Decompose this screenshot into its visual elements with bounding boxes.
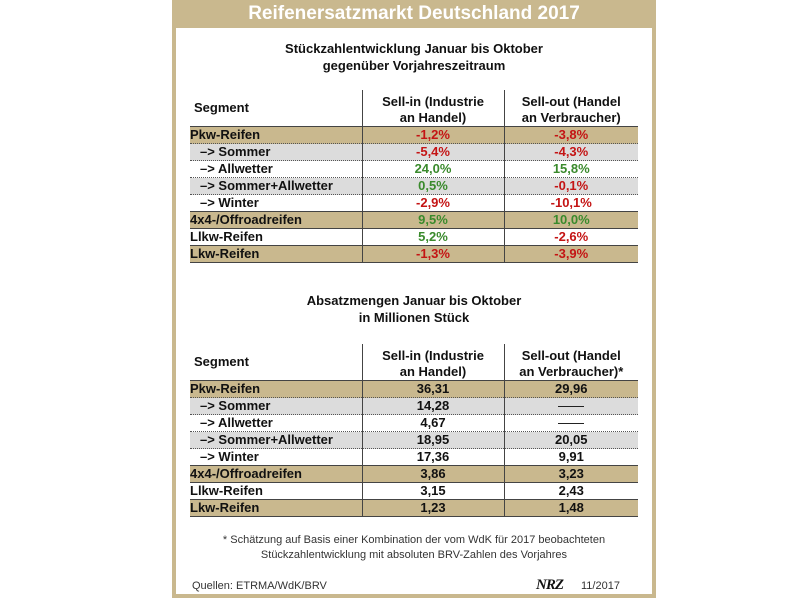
content-panel: [176, 28, 652, 594]
table-row: [190, 483, 638, 500]
table-row: [190, 381, 638, 398]
row-sellin: -1,2%: [362, 127, 504, 144]
section2-col-sellout: [504, 344, 638, 381]
row-sellin: 9,5%: [362, 212, 504, 229]
publication-date: 11/2017: [581, 580, 620, 592]
row-sellin: -5,4%: [362, 144, 504, 161]
row-segment: Pkw-Reifen: [190, 381, 362, 398]
footnote-line2: Stückzahlentwicklung mit absoluten BRV-Zahlen des Vorjahres: [260, 549, 568, 561]
row-segment: –> Allwetter: [190, 161, 362, 178]
table-row: [190, 466, 638, 483]
row-sellout: -2,6%: [504, 229, 638, 246]
row-segment: –> Sommer+Allwetter: [190, 432, 362, 449]
section1-col-sellout-line2: an Verbraucher): [521, 110, 621, 125]
section2-col-sellin: [362, 344, 504, 381]
table-row: [190, 212, 638, 229]
table-row: [190, 415, 638, 432]
row-segment: Lkw-Reifen: [190, 246, 362, 263]
row-sellin: 36,31: [362, 381, 504, 398]
section2-title-line1: Absatzmengen Januar bis Oktober: [306, 293, 522, 308]
table-row: [190, 178, 638, 195]
table-row: [190, 246, 638, 263]
row-segment: –> Sommer+Allwetter: [190, 178, 362, 195]
footnote-line1: * Schätzung auf Basis einer Kombination der vom WdK für 2017 beobachteten: [222, 534, 606, 546]
row-sellin: -1,3%: [362, 246, 504, 263]
section2-col-segment: Segment: [194, 354, 249, 369]
row-sellin: 0,5%: [362, 178, 504, 195]
section2-col-sellout-line2: an Verbraucher)*: [519, 364, 624, 379]
table-row: [190, 229, 638, 246]
row-sellin: 1,23: [362, 500, 504, 517]
row-sellout: 20,05: [504, 432, 638, 449]
row-sellout: 2,43: [504, 483, 638, 500]
row-sellout: -0,1%: [504, 178, 638, 195]
row-sellin: 5,2%: [362, 229, 504, 246]
section2-col-sellin-line2: an Handel): [399, 364, 467, 379]
table-row: [190, 449, 638, 466]
table-row: [190, 144, 638, 161]
footnote: [176, 533, 652, 563]
table-row: [190, 500, 638, 517]
section1-header-row: [190, 90, 638, 127]
row-sellout: 9,91: [504, 449, 638, 466]
row-sellout: 15,8%: [504, 161, 638, 178]
no-value-dash: [558, 406, 584, 407]
row-segment: 4x4-/Offroadreifen: [190, 212, 362, 229]
row-segment: –> Sommer: [190, 398, 362, 415]
row-segment: –> Allwetter: [190, 415, 362, 432]
section1-col-sellin: [362, 90, 504, 127]
section1-col-sellin-line2: an Handel): [399, 110, 467, 125]
section1-col-sellout-line1: Sell-out (Handel: [521, 94, 621, 109]
section1-title: [176, 40, 652, 74]
row-segment: 4x4-/Offroadreifen: [190, 466, 362, 483]
row-sellin: 3,15: [362, 483, 504, 500]
row-sellin: 18,95: [362, 432, 504, 449]
section2-table: [190, 344, 638, 517]
section2-col-sellin-line1: Sell-in (Industrie: [382, 348, 484, 363]
row-sellin: 14,28: [362, 398, 504, 415]
row-segment: –> Winter: [190, 195, 362, 212]
table-row: [190, 161, 638, 178]
row-sellout: -3,9%: [504, 246, 638, 263]
infographic-frame: [172, 0, 656, 598]
section1-col-segment: Segment: [194, 100, 249, 115]
section1-title-line2: gegenüber Vorjahreszeitraum: [322, 58, 506, 73]
table-row: [190, 398, 638, 415]
section1-title-line1: Stückzahlentwicklung Januar bis Oktober: [285, 41, 543, 56]
row-sellout: 1,48: [504, 500, 638, 517]
no-value-dash: [558, 423, 584, 424]
row-sellin: 4,67: [362, 415, 504, 432]
row-sellin: 24,0%: [362, 161, 504, 178]
nrz-logo: NRZ: [536, 577, 563, 593]
row-segment: Pkw-Reifen: [190, 127, 362, 144]
section2-col-sellout-line1: Sell-out (Handel: [521, 348, 621, 363]
table-row: [190, 432, 638, 449]
row-sellout: 29,96: [504, 381, 638, 398]
row-sellout-empty: [504, 398, 638, 415]
table-row: [190, 195, 638, 212]
row-segment: –> Winter: [190, 449, 362, 466]
row-sellin: 3,86: [362, 466, 504, 483]
section2-title-line2: in Millionen Stück: [358, 310, 470, 325]
row-segment: –> Sommer: [190, 144, 362, 161]
row-sellin: -2,9%: [362, 195, 504, 212]
section1-col-sellin-line1: Sell-in (Industrie: [382, 94, 484, 109]
row-sellout: 3,23: [504, 466, 638, 483]
row-sellout: 10,0%: [504, 212, 638, 229]
row-sellin: 17,36: [362, 449, 504, 466]
row-segment: Llkw-Reifen: [190, 483, 362, 500]
row-segment: Llkw-Reifen: [190, 229, 362, 246]
source-credit: Quellen: ETRMA/WdK/BRV: [192, 580, 327, 592]
section2-title: [176, 292, 652, 326]
row-sellout-empty: [504, 415, 638, 432]
main-title: Reifenersatzmarkt Deutschland 2017: [248, 3, 580, 24]
section2-header-row: [190, 344, 638, 381]
table-row: [190, 127, 638, 144]
row-sellout: -3,8%: [504, 127, 638, 144]
section1-col-sellout: [504, 90, 638, 127]
row-segment: Lkw-Reifen: [190, 500, 362, 517]
row-sellout: -10,1%: [504, 195, 638, 212]
section1-table: [190, 90, 638, 263]
row-sellout: -4,3%: [504, 144, 638, 161]
